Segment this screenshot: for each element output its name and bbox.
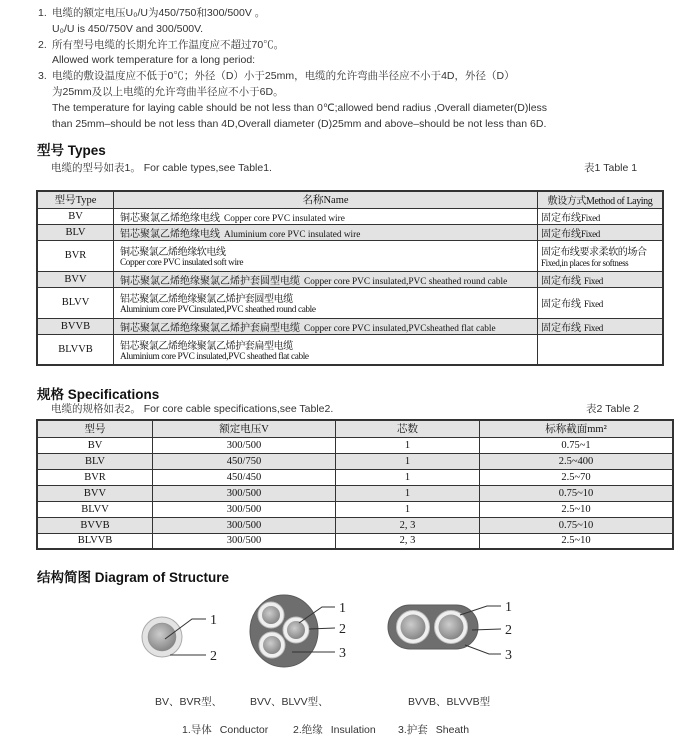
cell-cores: 2, 3 — [336, 533, 480, 549]
notes-list — [38, 6, 666, 132]
table-row — [37, 271, 663, 287]
diagram-label: 1 — [339, 601, 346, 616]
note-text: 电缆的额定电压U₀/U为450/750和300/500V 。 — [52, 7, 266, 19]
cell-name — [114, 271, 538, 287]
note-text: U₀/U is 450/750V and 300/500V. — [52, 22, 204, 35]
name-en: Copper core PVC insulated,PVCsheathed flat cable — [304, 323, 496, 334]
cell-laying — [538, 287, 664, 318]
cell-laying — [538, 271, 664, 287]
note-text: The temperature for laying cable should be not less than 0℃;allowed bend radius ,Overall diameter(D)less — [52, 101, 548, 114]
cell-section: 0.75~10 — [480, 517, 674, 533]
table1-reference: 表1 Table 1 — [584, 162, 638, 174]
note-marker: 3. — [38, 70, 47, 83]
name-zh: 铜芯聚氯乙烯绝缘电线 — [120, 212, 220, 224]
table-row — [37, 240, 663, 271]
spec-intro: 电缆的规格如表2。 For core cable specifications,see Table2. — [51, 403, 334, 415]
cell-model: BVVB — [37, 517, 153, 533]
table-row — [37, 469, 673, 485]
header-voltage: 额定电压V — [153, 420, 336, 437]
table-row — [37, 208, 663, 224]
cell-model: BV — [37, 437, 153, 453]
header-section: 标称截面mm² — [480, 420, 674, 437]
types-table — [36, 190, 664, 366]
conductor-core — [262, 606, 280, 624]
laying-en: Fixed — [584, 299, 604, 309]
note-marker — [38, 85, 52, 101]
name-en: Aluminium core PVCinsulated,PVC sheathed round cable — [120, 305, 316, 315]
diagram-caption-bvv-blvv: BVV、BLVV型、 — [250, 696, 329, 708]
types-heading: 型号 Types — [37, 143, 106, 158]
cell-type: BV — [37, 208, 114, 224]
cell-laying — [538, 224, 664, 240]
note-marker — [38, 101, 52, 117]
table-row — [37, 517, 673, 533]
laying-zh: 固定布线 — [541, 275, 581, 287]
conductor-core — [263, 636, 281, 654]
cell-cores: 1 — [336, 469, 480, 485]
table-header-row — [37, 420, 673, 437]
cell-model: BLVV — [37, 501, 153, 517]
legend-insulation — [293, 722, 376, 737]
cell-laying — [538, 334, 664, 365]
note-text: 电缆的敷设温度应不低于0℃；外径（D）小于25mm，电缆的允许弯曲半径应不小于4D，外径（D） — [52, 70, 515, 83]
diagram-label: 1 — [210, 613, 217, 628]
laying-en: Fixed,in places for softness — [541, 258, 629, 268]
laying-en: Fixed — [584, 322, 604, 333]
cell-name — [114, 224, 538, 240]
cell-cores: 1 — [336, 501, 480, 517]
legend-zh: 2.绝缘 — [293, 724, 323, 736]
cell-name — [114, 208, 538, 224]
cell-type: BLV — [37, 224, 114, 240]
legend-zh: 1.导体 — [182, 724, 212, 736]
table2-reference: 表2 Table 2 — [586, 403, 640, 415]
name-zh: 铜芯聚氯乙烯绝缘聚氯乙烯护套扁型电缆 — [120, 322, 300, 334]
laying-zh: 固定布线 — [541, 322, 581, 334]
diagram-bvv-blvv — [250, 595, 346, 667]
cell-model: BLV — [37, 453, 153, 469]
spec-table — [36, 419, 674, 550]
table-row — [37, 437, 673, 453]
note-line — [38, 101, 666, 117]
name-zh: 铜芯聚氯乙烯绝缘聚氯乙烯护套圆型电缆 — [120, 275, 300, 287]
cell-type: BVR — [37, 240, 114, 271]
name-zh: 铜芯聚氯乙烯绝缘软电线 — [120, 247, 226, 258]
table-row — [37, 224, 663, 240]
structure-heading: 结构简图 Diagram of Structure — [37, 570, 230, 585]
cell-voltage: 300/500 — [153, 485, 336, 501]
note-marker: 1. — [38, 7, 47, 19]
note-text: than 25mm–should be not less than 4D,Overall diameter (D)25mm and above–should be not less than 6D. — [52, 117, 547, 130]
table-row — [37, 318, 663, 334]
diagram-label: 2 — [210, 649, 217, 664]
table-row — [37, 334, 663, 365]
spec-heading: 规格 Specifications — [37, 387, 160, 402]
cell-cores: 2, 3 — [336, 517, 480, 533]
diagram-label: 1 — [505, 600, 512, 615]
header-type: 型号Type — [37, 191, 114, 208]
cell-voltage: 450/750 — [153, 453, 336, 469]
cell-voltage: 300/500 — [153, 437, 336, 453]
cell-cores: 1 — [336, 437, 480, 453]
name-zh: 铝芯聚氯乙烯绝缘聚氯乙烯护套圆型电缆 — [120, 294, 293, 305]
cell-model: BLVVB — [37, 533, 153, 549]
header-laying: 敷设方式Method of Laying — [538, 191, 664, 208]
cell-type: BVVB — [37, 318, 114, 334]
note-marker — [38, 117, 52, 133]
diagram-caption-bvvb-blvvb: BVVB、BLVVB型 — [408, 696, 491, 708]
table-row — [37, 533, 673, 549]
note-line — [38, 22, 666, 38]
cell-name — [114, 287, 538, 318]
cell-model: BVR — [37, 469, 153, 485]
legend-en: Sheath — [435, 724, 470, 736]
cell-model: BVV — [37, 485, 153, 501]
cell-cores: 1 — [336, 485, 480, 501]
diagram-bvvb-blvvb — [388, 600, 512, 663]
conductor-core — [401, 615, 426, 640]
conductor-core — [439, 615, 464, 640]
laying-en: Fixed — [581, 228, 601, 239]
legend-conductor — [182, 722, 268, 737]
types-intro: 电缆的型号如表1。 For cable types,see Table1. — [51, 162, 272, 174]
note-marker: 2. — [38, 38, 47, 51]
diagram-bv-bvr — [142, 613, 217, 664]
cell-section: 2.5~70 — [480, 469, 674, 485]
diagram-caption-bv-bvr: BV、BVR型、 — [155, 696, 223, 708]
legend-en: Insulation — [330, 724, 376, 736]
laying-en: Fixed — [581, 212, 601, 223]
legend-sheath — [398, 722, 469, 737]
laying-zh: 固定布线 — [541, 212, 581, 224]
note-text: Allowed work temperature for a long period: — [52, 54, 256, 67]
note-line — [38, 53, 666, 69]
leader-line — [465, 645, 501, 654]
conductor-core — [287, 621, 305, 639]
header-name: 名称Name — [114, 191, 538, 208]
note-line — [38, 38, 666, 54]
name-en: Aluminium core PVC insulated wire — [224, 229, 361, 240]
cell-laying — [538, 240, 664, 271]
table-row — [37, 453, 673, 469]
cell-type: BLVVB — [37, 334, 114, 365]
note-text: 所有型号电缆的长期允许工作温度应不超过70℃。 — [52, 38, 285, 51]
name-en: Copper core PVC insulated,PVC sheathed round cable — [304, 276, 508, 287]
table-row — [37, 501, 673, 517]
cell-name — [114, 240, 538, 271]
laying-zh: 固定布线要求柔软的场合 — [541, 247, 647, 258]
header-cores: 芯数 — [336, 420, 480, 437]
legend-en: Conductor — [219, 724, 269, 736]
cell-section: 2.5~400 — [480, 453, 674, 469]
cell-cores: 1 — [336, 453, 480, 469]
legend-zh: 3.护套 — [398, 724, 428, 736]
name-zh: 铝芯聚氯乙烯绝缘聚氯乙烯护套扁型电缆 — [120, 340, 293, 352]
cell-name — [114, 318, 538, 334]
note-line — [38, 69, 666, 85]
cell-type: BVV — [37, 271, 114, 287]
conductor-core — [148, 623, 176, 651]
cell-type: BLVV — [37, 287, 114, 318]
cell-section: 0.75~1 — [480, 437, 674, 453]
diagram-label: 3 — [505, 648, 512, 663]
cable-diagrams — [120, 594, 540, 682]
header-model: 型号 — [37, 420, 153, 437]
note-marker — [38, 53, 52, 69]
cell-section: 2.5~10 — [480, 533, 674, 549]
table-header-row — [37, 191, 663, 208]
laying-en: Fixed — [584, 275, 604, 286]
cell-voltage: 450/450 — [153, 469, 336, 485]
cell-section: 0.75~10 — [480, 485, 674, 501]
cell-voltage: 300/500 — [153, 517, 336, 533]
laying-zh: 固定布线 — [541, 299, 581, 310]
cell-voltage: 300/500 — [153, 501, 336, 517]
cell-name — [114, 334, 538, 365]
cell-voltage: 300/500 — [153, 533, 336, 549]
note-line — [38, 6, 666, 22]
cell-laying — [538, 318, 664, 334]
note-line — [38, 117, 666, 133]
table-row — [37, 287, 663, 318]
note-marker — [38, 22, 52, 38]
name-en: Aluminium core PVC insulated,PVC sheathed flat cable — [120, 351, 309, 362]
cell-laying — [538, 208, 664, 224]
laying-zh: 固定布线 — [541, 228, 581, 240]
diagram-label: 2 — [505, 623, 512, 638]
cell-section: 2.5~10 — [480, 501, 674, 517]
diagram-label: 3 — [339, 646, 346, 661]
name-en: Copper core PVC insulated wire — [224, 213, 345, 224]
note-text: 为25mm及以上电缆的允许弯曲半径应不小于6D。 — [52, 85, 284, 98]
name-zh: 铝芯聚氯乙烯绝缘电线 — [120, 228, 220, 240]
note-line — [38, 85, 666, 101]
diagram-label: 2 — [339, 622, 346, 637]
name-en: Copper core PVC insulated soft wire — [120, 258, 244, 268]
table-row — [37, 485, 673, 501]
